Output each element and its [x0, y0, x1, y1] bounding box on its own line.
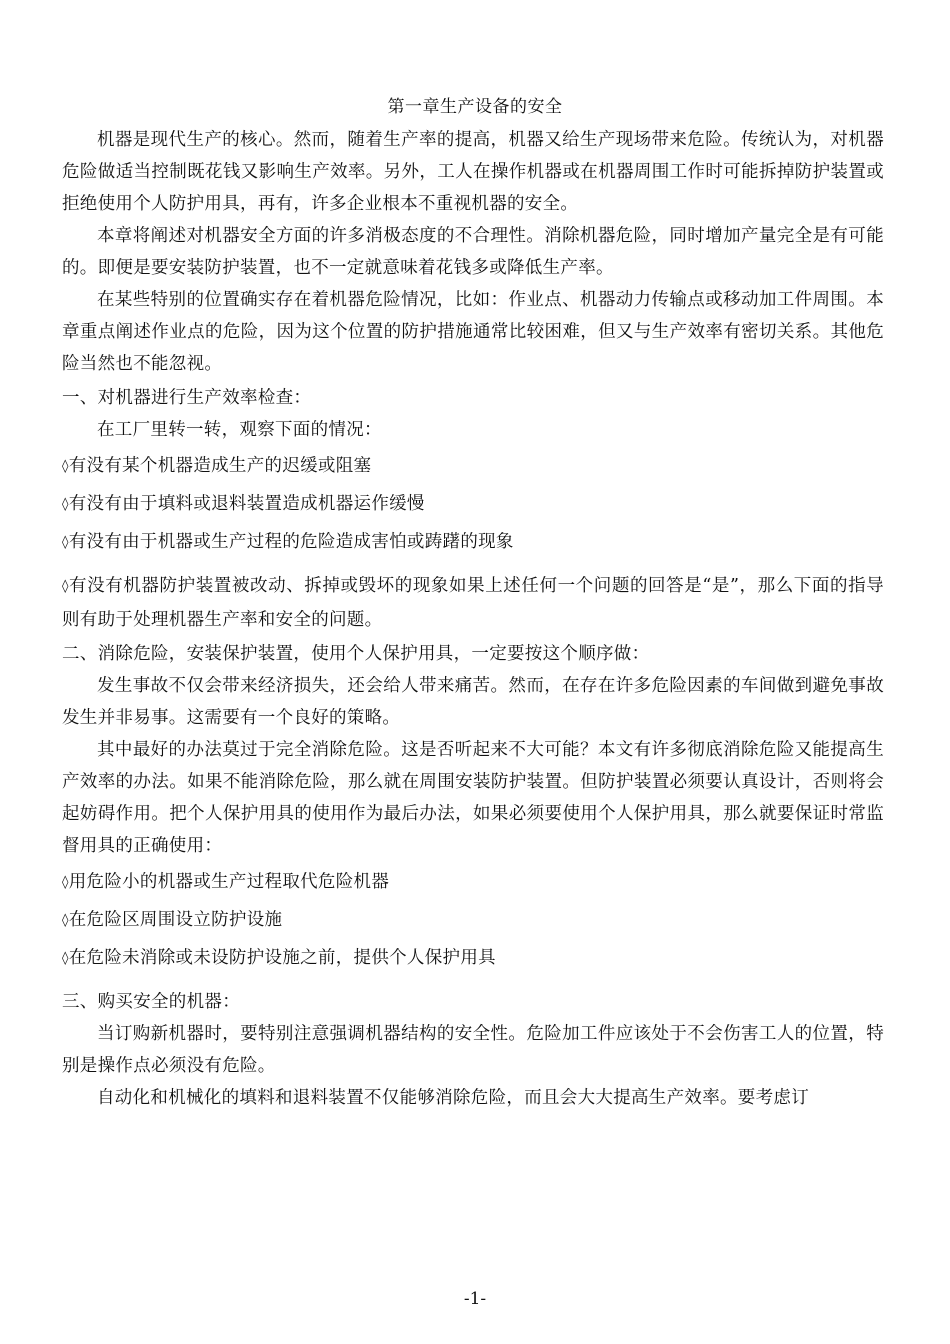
bullet-item — [62, 488, 884, 522]
paragraph: 机器是现代生产的核心。然而，随着生产率的提高，机器又给生产现场带来危险。传统认为，对机器危险做适当控制既花钱又影响生产效率。另外，工人在操作机器或在机器周围工作时可能拆掉防护装置或拒绝使用个人防护用具，再有，许多企业根本不重视机器的安全。 — [62, 130, 884, 214]
diamond-bullet-icon: ◊ — [62, 579, 69, 594]
section-heading: 一、对机器进行生产效率检查： — [62, 388, 312, 408]
bullet-text: 在危险未消除或未设防护设施之前，提供个人保护用具 — [68, 948, 496, 968]
bullet-text: 有没有机器防护装置被改动、拆掉或毁坏的现象如果上述任何一个问题的回答是“是”，那么下面的指导则有助于处理机器生产率和安全的问题。 — [62, 576, 884, 630]
diamond-bullet-icon: ◊ — [62, 913, 69, 928]
bullet-text: 有没有某个机器造成生产的迟缓或阻塞 — [68, 456, 372, 476]
paragraph: 自动化和机械化的填料和退料装置不仅能够消除危险，而且会大大提高生产效率。要考虑订 — [97, 1088, 809, 1108]
diamond-bullet-icon: ◊ — [62, 497, 69, 512]
page-title: 第一章生产设备的安全 — [387, 97, 563, 117]
bullet-text: 有没有由于填料或退料装置造成机器运作缓慢 — [68, 494, 425, 514]
document-body — [62, 124, 884, 1114]
bullet-item — [62, 570, 884, 636]
bullet-text: 在危险区周围设立防护设施 — [68, 910, 283, 930]
section-heading: 三、购买安全的机器： — [62, 992, 240, 1012]
bullet-text: 有没有由于机器或生产过程的危险造成害怕或踌躇的现象 — [68, 532, 514, 552]
paragraph: 在某些特别的位置确实存在着机器危险情况，比如：作业点、机器动力传输点或移动加工件周围。本章重点阐述作业点的危险，因为这个位置的防护措施通常比较困难，但又与生产效率有密切关系。其他危险当然也不能忽视。 — [62, 290, 884, 374]
bullet-item — [62, 866, 884, 900]
bullet-item — [62, 942, 884, 976]
diamond-bullet-icon: ◊ — [62, 951, 69, 966]
bullet-item — [62, 450, 884, 484]
paragraph: 在工厂里转一转，观察下面的情况： — [97, 420, 382, 440]
bullet-text: 用危险小的机器或生产过程取代危险机器 — [68, 872, 390, 892]
diamond-bullet-icon: ◊ — [62, 535, 69, 550]
bullet-item — [62, 904, 884, 938]
page-number: -1- — [463, 1289, 487, 1309]
section-heading: 二、消除危险，安装保护装置，使用个人保护用具，一定要按这个顺序做： — [62, 644, 650, 664]
paragraph: 其中最好的办法莫过于完全消除危险。这是否听起来不大可能？本文有许多彻底消除危险又能提高生产效率的办法。如果不能消除危险，那么就在周围安装防护装置。但防护装置必须要认真设计，否则将会起妨碍作用。把个人保护用具的使用作为最后办法，如果必须要使用个人保护用具，那么就要保证时常监督用具的正确使用： — [62, 740, 884, 856]
paragraph: 本章将阐述对机器安全方面的许多消极态度的不合理性。消除机器危险，同时增加产量完全是有可能的。即便是要安装防护装置，也不一定就意味着花钱多或降低生产率。 — [62, 226, 884, 278]
bullet-item — [62, 526, 884, 560]
paragraph: 发生事故不仅会带来经济损失，还会给人带来痛苦。然而，在存在许多危险因素的车间做到避免事故发生并非易事。这需要有一个良好的策略。 — [62, 676, 884, 728]
diamond-bullet-icon: ◊ — [62, 875, 69, 890]
paragraph: 当订购新机器时，要特别注意强调机器结构的安全性。危险加工件应该处于不会伤害工人的位置，特别是操作点必须没有危险。 — [62, 1024, 884, 1076]
diamond-bullet-icon: ◊ — [62, 459, 69, 474]
